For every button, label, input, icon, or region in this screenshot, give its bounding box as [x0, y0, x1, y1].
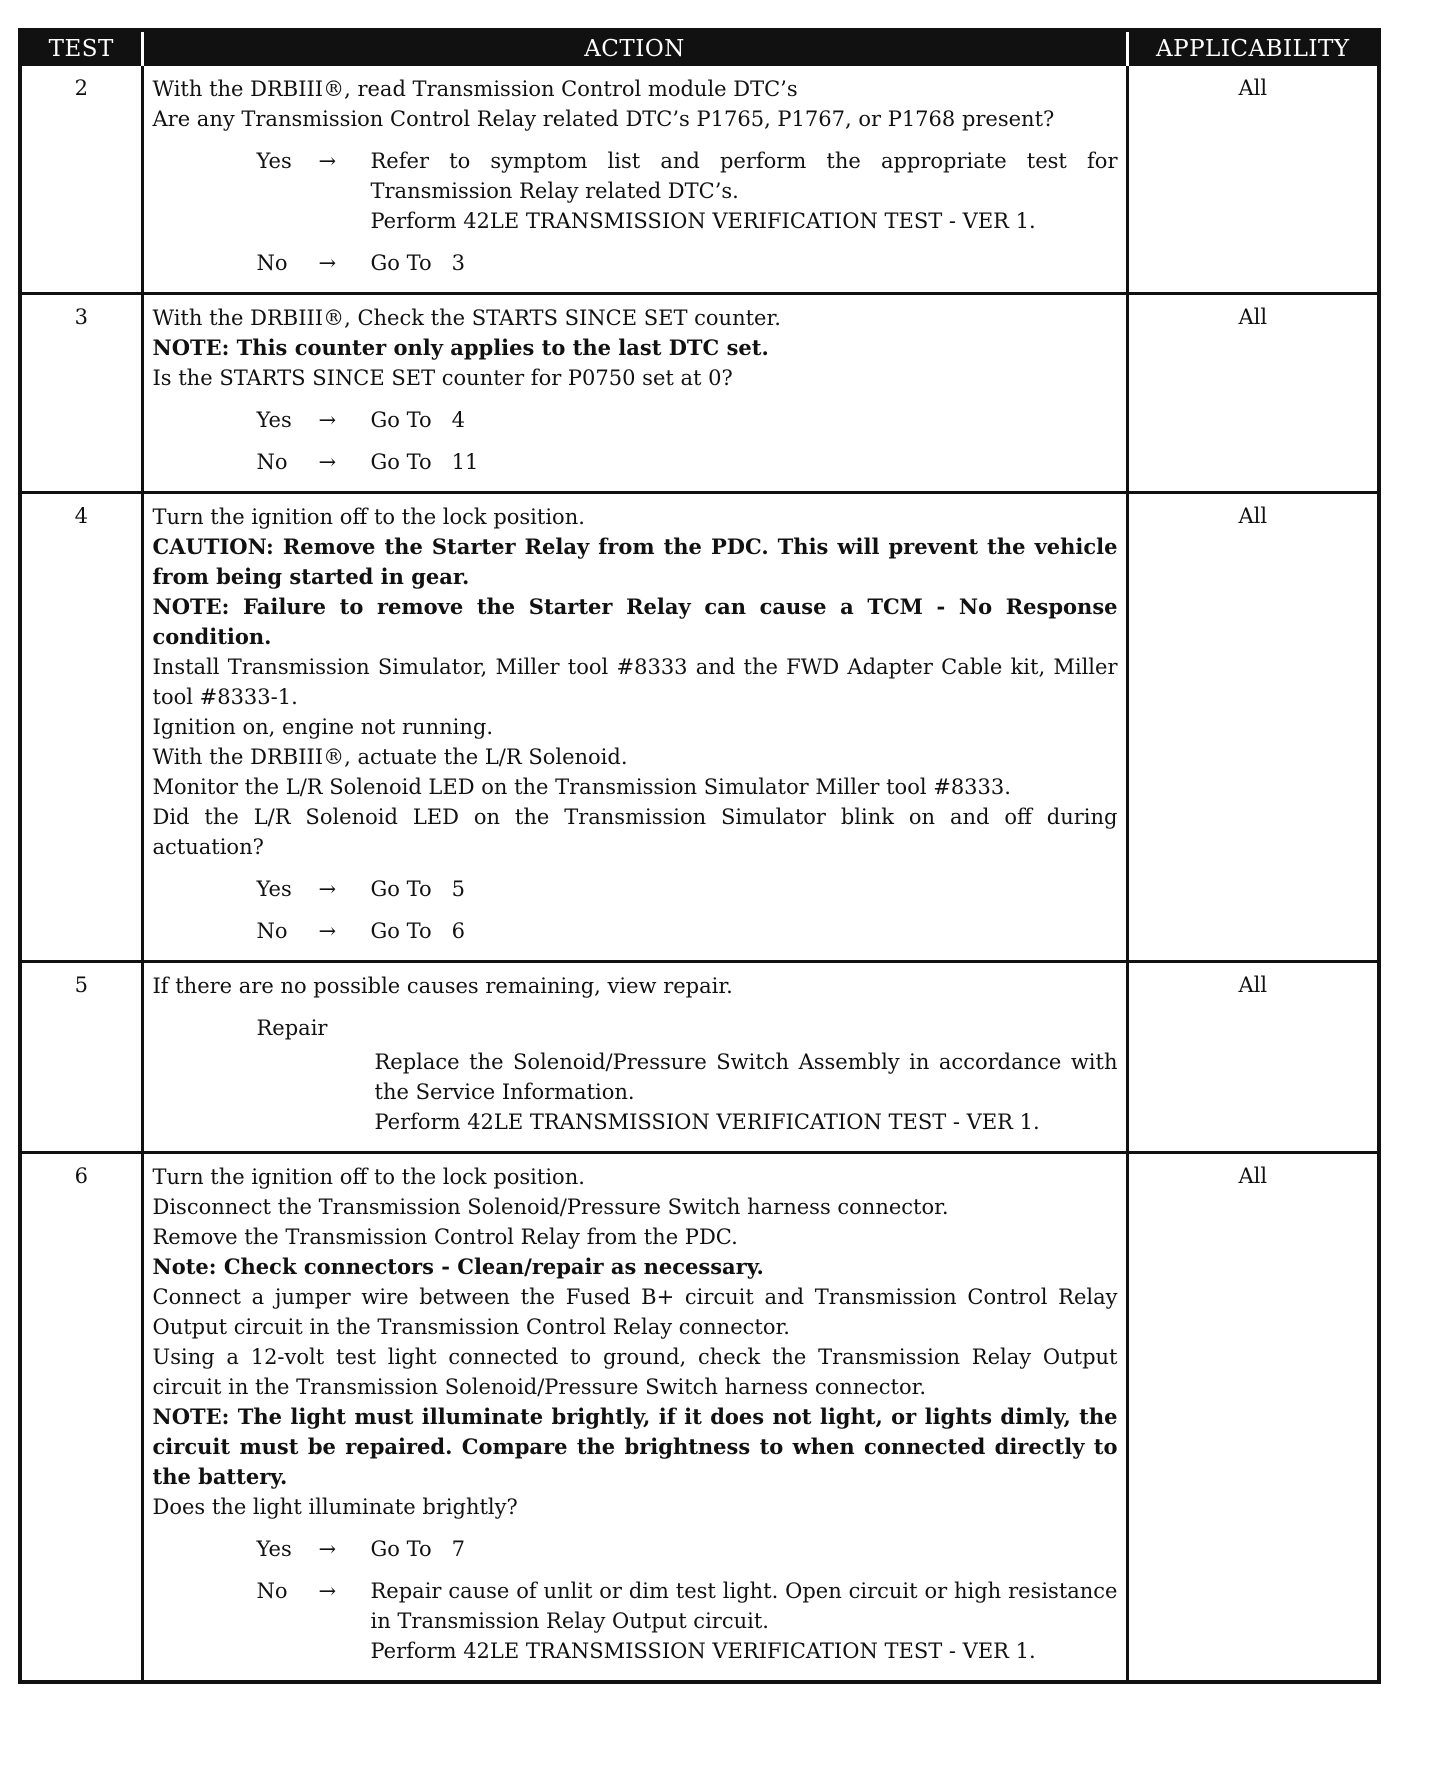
action-text: Ignition on, engine not running. [152, 715, 493, 739]
yes-result [371, 405, 1118, 435]
result-text: Go To 5 [370, 877, 465, 901]
note-text: NOTE: The light must illuminate brightly, if it does not light, or lights dimly, the circuit must be repaired. Compare the brightness to when connected directly to the battery. [152, 1404, 1118, 1489]
arrow-icon: → [318, 1537, 337, 1561]
repair-block [257, 1013, 1118, 1137]
test-number: 5 [20, 962, 142, 1153]
applicability-value: All [1127, 962, 1379, 1153]
result-text: Go To 3 [370, 251, 465, 275]
arrow-icon: → [318, 149, 337, 173]
applicability-value: All [1127, 294, 1379, 493]
yes-branch [153, 874, 1118, 904]
action-text: With the DRBIII®, actuate the L/R Solenoid. [152, 745, 628, 769]
yes-label: Yes [256, 149, 292, 173]
action-text: With the DRBIII®, read Transmission Control module DTC’s [152, 77, 798, 101]
table-row [20, 66, 1379, 294]
action-text: Disconnect the Transmission Solenoid/Pressure Switch harness connector. [152, 1195, 949, 1219]
yes-label: Yes [256, 408, 292, 432]
table-row [20, 962, 1379, 1153]
header-applicability: APPLICABILITY [1127, 30, 1379, 66]
no-label: No [256, 919, 288, 943]
arrow-icon: → [318, 1579, 337, 1603]
no-label: No [256, 251, 288, 275]
test-number: 2 [74, 76, 88, 100]
result-text: Repair cause of unlit or dim test light. Open circuit or high resistance in Transmission Relay Output circuit. [370, 1579, 1118, 1633]
repair-text: Replace the Solenoid/Pressure Switch Assembly in accordance with the Service Information. [374, 1050, 1118, 1104]
test-number: 4 [20, 493, 142, 962]
note-text: NOTE: Failure to remove the Starter Relay can cause a TCM - No Response condition. [152, 594, 1118, 649]
table-body [20, 66, 1379, 1682]
applicability-value: All [1127, 493, 1379, 962]
action-text: Monitor the L/R Solenoid LED on the Transmission Simulator Miller tool #8333. [152, 775, 1011, 799]
no-branch [153, 248, 1118, 278]
action-text: Connect a jumper wire between the Fused B+ circuit and Transmission Control Relay Output circuit in the Transmission Control Relay connector. [152, 1285, 1118, 1339]
action-text: With the DRBIII®, Check the STARTS SINCE SET counter. [152, 306, 781, 330]
yes-branch [153, 1534, 1118, 1564]
action-text: Is the STARTS SINCE SET counter for P0750 set at 0? [152, 366, 733, 390]
yes-result [371, 1534, 1118, 1564]
yes-branch [153, 405, 1118, 435]
table-row [20, 1153, 1379, 1683]
result-text: Perform 42LE TRANSMISSION VERIFICATION TEST - VER 1. [370, 209, 1036, 233]
action-cell [142, 962, 1127, 1153]
result-text: Go To 4 [370, 408, 465, 432]
repair-text: Perform 42LE TRANSMISSION VERIFICATION TEST - VER 1. [374, 1110, 1040, 1134]
action-text: Remove the Transmission Control Relay from the PDC. [152, 1225, 738, 1249]
yes-result [371, 146, 1118, 236]
test-number: 3 [20, 294, 142, 493]
diagnostic-test-table [18, 28, 1381, 1684]
no-branch [153, 1576, 1118, 1666]
arrow-icon: → [318, 877, 337, 901]
action-text: Did the L/R Solenoid LED on the Transmission Simulator blink on and off during actuation? [152, 805, 1118, 859]
action-text: Are any Transmission Control Relay related DTC’s P1765, P1767, or P1768 present? [152, 107, 1055, 131]
test-number: 6 [20, 1153, 142, 1683]
action-cell [142, 1153, 1127, 1683]
arrow-icon: → [318, 450, 337, 474]
table-row [20, 294, 1379, 493]
no-branch [153, 916, 1118, 946]
action-text: Turn the ignition off to the lock position. [152, 505, 585, 529]
repair-instructions [375, 1047, 1118, 1137]
result-text: Go To 11 [370, 450, 479, 474]
no-result [371, 1576, 1118, 1666]
applicability-value: All [1127, 1153, 1379, 1683]
no-branch [153, 447, 1118, 477]
applicability-value: All [1127, 66, 1379, 294]
no-result [371, 916, 1118, 946]
note-text: CAUTION: Remove the Starter Relay from the PDC. This will prevent the vehicle from being started in gear. [152, 534, 1118, 589]
yes-label: Yes [256, 1537, 292, 1561]
no-result [371, 248, 1118, 278]
action-cell [142, 493, 1127, 962]
repair-label: Repair [256, 1016, 328, 1040]
action-text: Using a 12-volt test light connected to ground, check the Transmission Relay Output circuit in the Transmission Solenoid/Pressure Switch harness connector. [152, 1345, 1118, 1399]
action-text: Install Transmission Simulator, Miller tool #8333 and the FWD Adapter Cable kit, Miller tool #8333-1. [152, 655, 1118, 709]
header-action: ACTION [142, 30, 1127, 66]
yes-label: Yes [256, 877, 292, 901]
note-text: NOTE: This counter only applies to the last DTC set. [152, 335, 769, 360]
result-text: Refer to symptom list and perform the appropriate test for Transmission Relay related DTC’s. [370, 149, 1118, 203]
header-test: TEST [20, 30, 142, 66]
action-cell [142, 66, 1127, 294]
arrow-icon: → [318, 919, 337, 943]
result-text: Go To 7 [370, 1537, 465, 1561]
action-text: Does the light illuminate brightly? [152, 1495, 518, 1519]
yes-result [371, 874, 1118, 904]
table-row [20, 493, 1379, 962]
result-text: Perform 42LE TRANSMISSION VERIFICATION TEST - VER 1. [370, 1639, 1036, 1663]
arrow-icon: → [318, 408, 337, 432]
result-text: Go To 6 [370, 919, 465, 943]
action-text: Turn the ignition off to the lock position. [152, 1165, 585, 1189]
arrow-icon: → [318, 251, 337, 275]
yes-branch [153, 146, 1118, 236]
no-label: No [256, 450, 288, 474]
no-result [371, 447, 1118, 477]
diagnostic-table-sheet [18, 28, 1377, 1684]
no-label: No [256, 1579, 288, 1603]
table-header-row [20, 30, 1379, 66]
action-cell [142, 294, 1127, 493]
action-text: If there are no possible causes remaining, view repair. [152, 974, 733, 998]
note-text: Note: Check connectors - Clean/repair as necessary. [152, 1254, 764, 1279]
